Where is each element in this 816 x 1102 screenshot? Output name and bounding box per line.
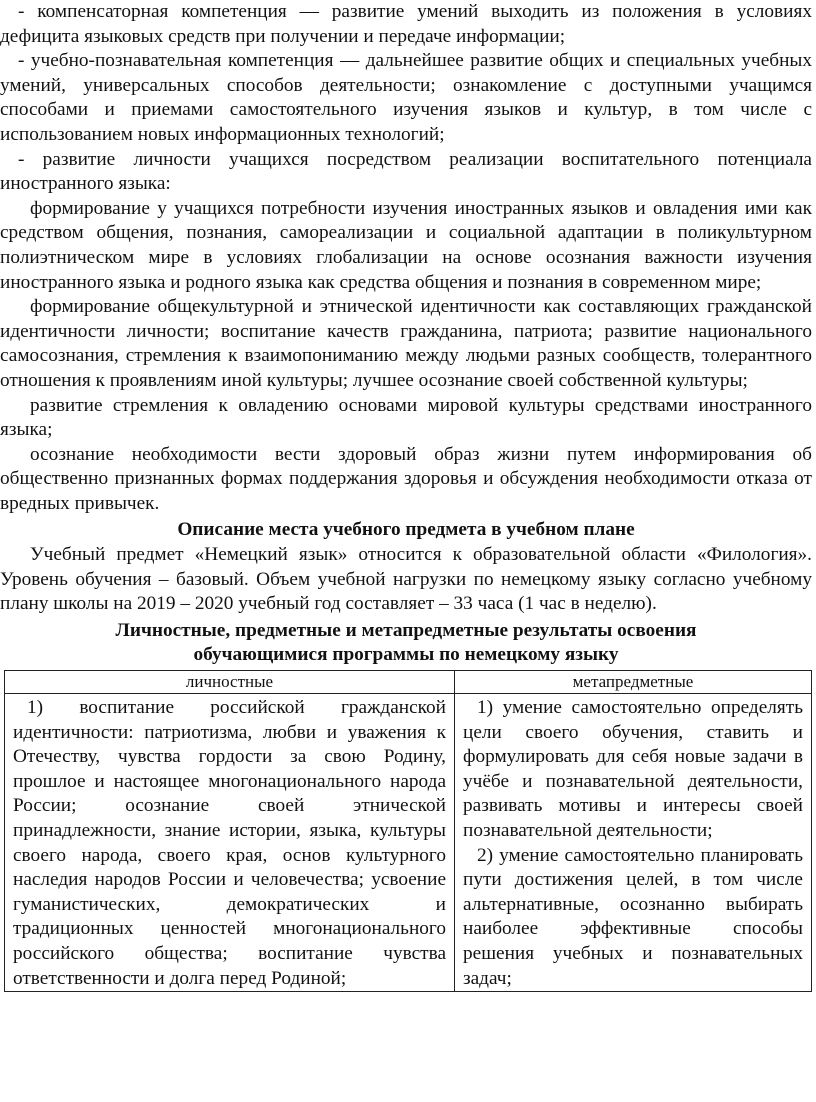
paragraph-personal-development: - развитие личности учащихся посредством реализации воспитательного потенциала иностранного языка:	[0, 148, 812, 195]
section-heading-results-line1: Личностные, предметные и метапредметные результаты освоения	[115, 619, 697, 641]
paragraph-educational-cognitive: - учебно-познавательная компетенция — дальнейшее развитие общих и специальных учебных умений, универсальных способов деятельности; ознакомление с доступными учащимся способами и приемами самостоятельного изучения языков и культур, в том числе с использованием новых информационных технологий;	[0, 50, 812, 145]
paragraph-world-culture: развитие стремления к овладению основами мировой культуры средствами иностранного языка;	[0, 394, 812, 441]
table-header-personal: личностные	[5, 671, 455, 694]
paragraph-place-description: Учебный предмет «Немецкий язык» относится к образовательной области «Филология». Уровень обучения – базовый. Объем учебной нагрузки по немецкому языку согласно учебному плану школы на 2019 – 2020 учебный год составляет – 33 часа (1 час в неделю).	[0, 544, 812, 615]
section-heading-place: Описание места учебного предмета в учебном плане	[177, 519, 635, 541]
section-heading-results-line2: обучающимися программы по немецкому языку	[193, 644, 619, 666]
table-cell-personal	[5, 694, 455, 992]
list-item: 1) воспитание российской гражданской идентичности: патриотизма, любви и уважения к Отечеству, чувства гордости за свою Родину, прошлое и настоящее многонационального народа России; осознание своей этнической принадлежности, знание истории, языка, культуры своего народа, своего края, основ культурного наследия народов России и человечества; усвоение гуманистических, демократических и традиционных ценностей многонационального российского общества; воспитание чувства ответственности и долга перед Родиной;	[13, 697, 446, 989]
paragraph-compensatory: - компенсаторная компетенция — развитие умений выходить из положения в условиях дефицита языковых средств при получении и передаче информации;	[0, 1, 812, 47]
paragraph-identity-formation: формирование общекультурной и этнической идентичности как составляющих гражданской идентичности личности; воспитание качеств гражданина, патриота; развитие национального самосознания, стремления к взаимопониманию между людьми разных сообществ, толерантного отношения к проявлениям иной культуры; лучшее осознание своей собственной культуры;	[0, 296, 812, 391]
table-row	[5, 694, 812, 992]
table-header-row	[5, 671, 812, 694]
table-cell-metasubject	[455, 694, 812, 992]
table-header-metasubject: метапредметные	[455, 671, 812, 694]
results-table	[4, 670, 812, 992]
paragraph-need-formation: формирование у учащихся потребности изучения иностранных языков и овладения ими как средством общения, познания, самореализации и социальной адаптации в поликультурном полиэтническом мире в условиях глобализации на основе осознания важности изучения иностранного языка и родного языка как средства общения и познания в современном мире;	[0, 197, 812, 293]
paragraph-healthy-lifestyle: осознание необходимости вести здоровый образ жизни путем информирования об общественно признанных формах поддержания здоровья и обсуждения необходимости отказа от вредных привычек.	[0, 443, 812, 514]
list-item: 1) умение самостоятельно определять цели своего обучения, ставить и формулировать для себя новые задачи в учёбе и познавательной деятельности, развивать мотивы и интересы своей познавательной деятельности;	[463, 697, 803, 841]
list-item: 2) умение самостоятельно планировать пути достижения целей, в том числе альтернативные, осознанно выбирать наиболее эффективные способы решения учебных и познавательных задач;	[463, 844, 803, 989]
